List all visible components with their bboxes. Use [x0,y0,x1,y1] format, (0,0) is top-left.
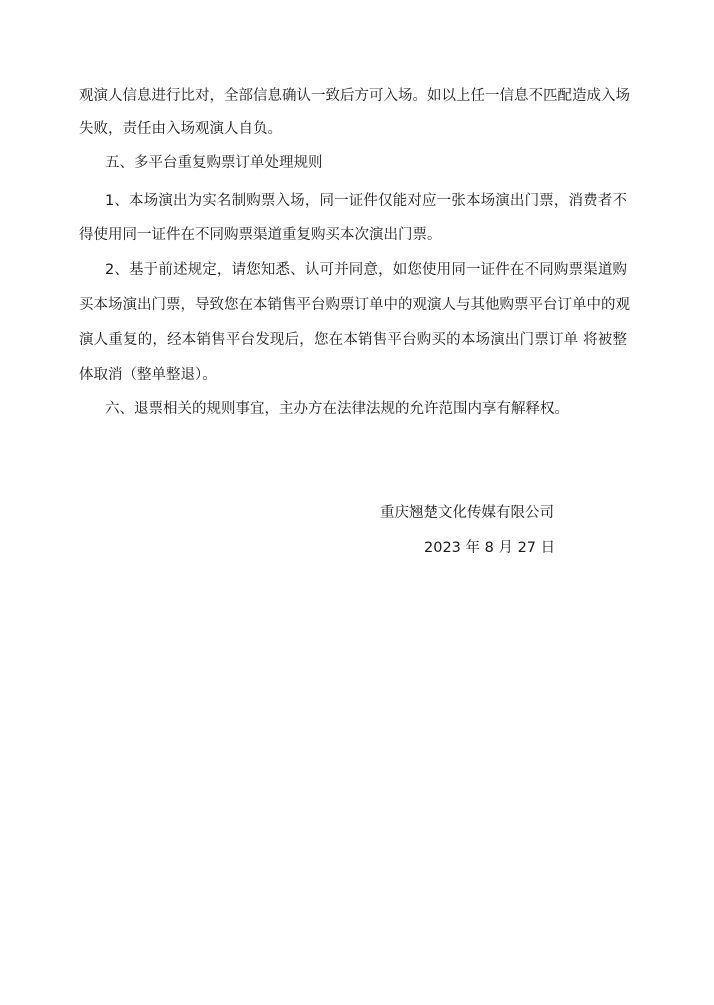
paragraph-line: 演人重复的，经本销售平台发现后，您在本销售平台购买的本场演出门票订单 将被整 [79,332,627,348]
paragraph-line: 六、退票相关的规则事宜，主办方在法律法规的允许范围内享有解释权。 [105,401,569,417]
paragraph-line: 得使用同一证件在不同购票渠道重复购买本次演出门票。 [79,227,442,243]
paragraph-line: 观演人信息进行比对，全部信息确认一致后方可入场。如以上任一信息不匹配造成入场 [79,88,630,104]
paragraph-line: 买本场演出门票，导致您在本销售平台购票订单中的观演人与其他购票平台订单中的观 [79,297,630,313]
document-date: 2023 年 8 月 27 日 [424,540,556,556]
paragraph-line: 体取消（整单整退）。 [79,367,217,383]
paragraph-line: 失败，责任由入场观演人自负。 [79,121,282,137]
section-heading: 五、多平台重复购票订单处理规则 [105,155,323,171]
paragraph-line: 1、本场演出为实名制购票入场，同一证件仅能对应一张本场演出门票，消费者不 [105,193,627,209]
paragraph-line: 2、基于前述规定，请您知悉、认可并同意，如您使用同一证件在不同购票渠道购 [105,262,627,278]
company-name: 重庆翘楚文化传媒有限公司 [380,505,554,521]
